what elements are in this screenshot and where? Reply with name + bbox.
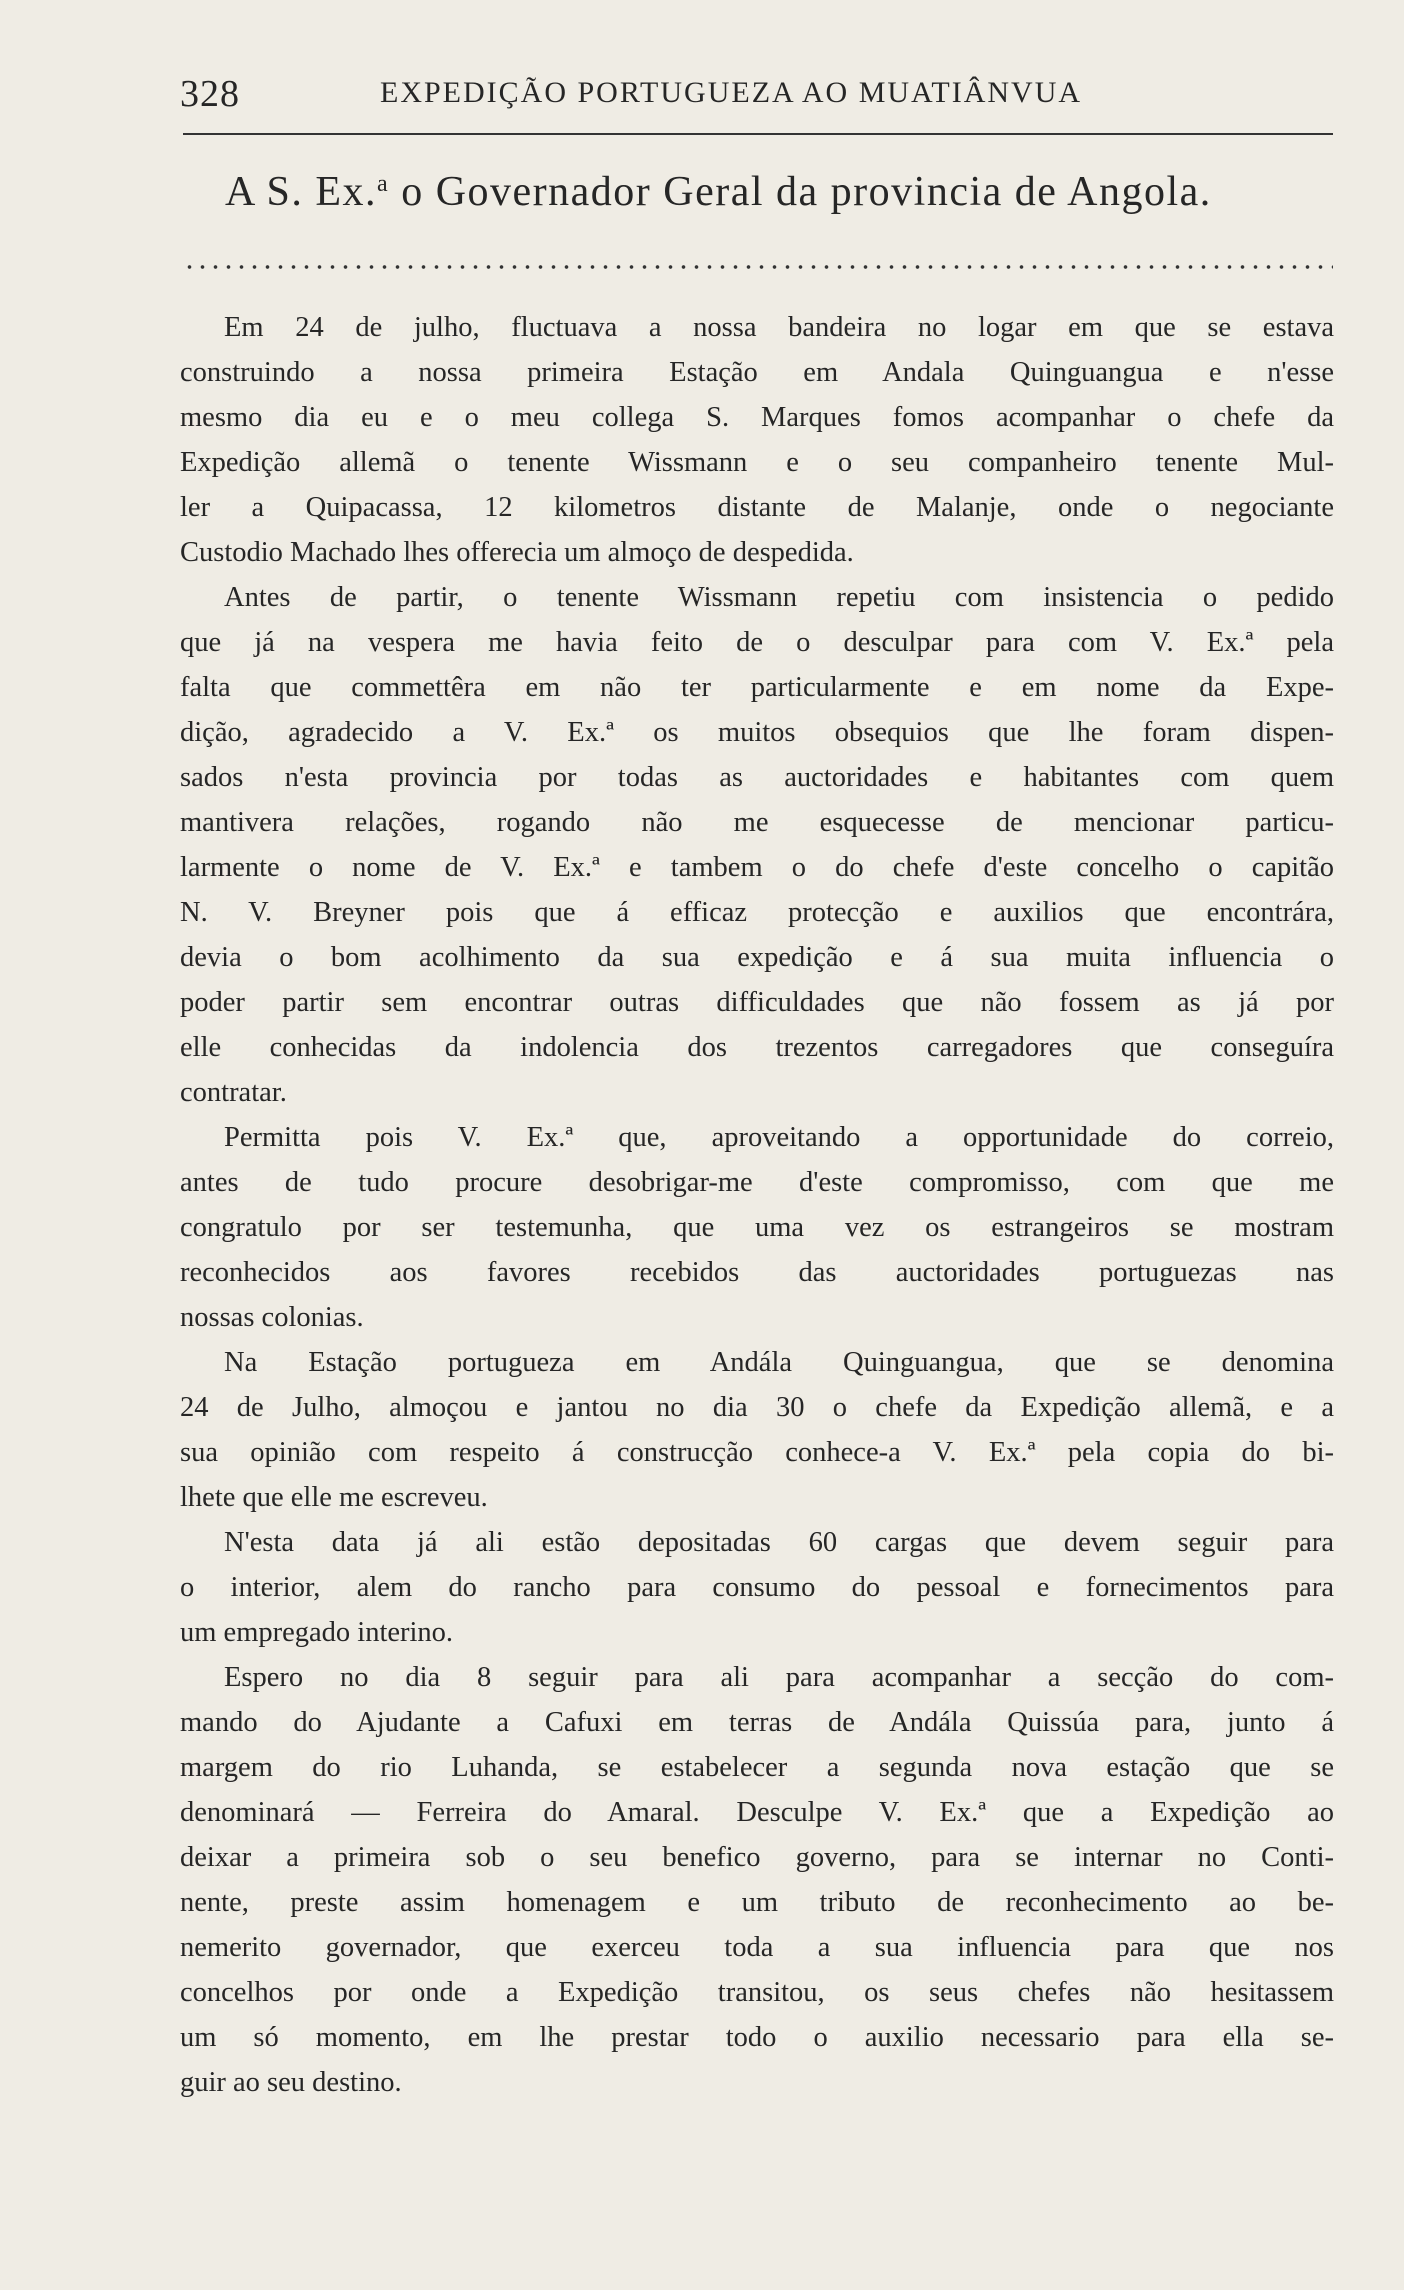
text-line: nemerito governador, que exerceu toda a sua influencia para que nos xyxy=(180,1932,1334,1963)
text-line: Permitta pois V. Ex.ª que, aproveitando a opportunidade do correio, xyxy=(224,1122,1334,1153)
text-line: sados n'esta provincia por todas as auctoridades e habitantes com quem xyxy=(180,762,1334,793)
text-line: margem do rio Luhanda, se estabelecer a segunda nova estação que se xyxy=(180,1752,1334,1783)
text-line: lhete que elle me escreveu. xyxy=(180,1482,488,1513)
text-line: construindo a nossa primeira Estação em Andala Quinguangua e n'esse xyxy=(180,357,1334,388)
text-line: Custodio Machado lhes offerecia um almoço de despedida. xyxy=(180,537,854,568)
text-line: um só momento, em lhe prestar todo o auxilio necessario para ella se- xyxy=(180,2022,1334,2053)
text-line: devia o bom acolhimento da sua expedição e á sua muita influencia o xyxy=(180,942,1334,973)
text-line: antes de tudo procure desobrigar-me d'este compromisso, com que me xyxy=(180,1167,1334,1198)
text-line: ler a Quipacassa, 12 kilometros distante de Malanje, onde o negociante xyxy=(180,492,1334,523)
text-line: Na Estação portugueza em Andála Quinguangua, que se denomina xyxy=(224,1347,1334,1378)
text-line: mando do Ajudante a Cafuxi em terras de Andála Quissúa para, junto á xyxy=(180,1707,1334,1738)
text-line: N. V. Breyner pois que á efficaz protecção e auxilios que encontrára, xyxy=(180,897,1334,928)
text-line: nente, preste assim homenagem e um tributo de reconhecimento ao be- xyxy=(180,1887,1334,1918)
text-line: guir ao seu destino. xyxy=(180,2067,402,2098)
text-line: congratulo por ser testemunha, que uma vez os estrangeiros se mostram xyxy=(180,1212,1334,1243)
text-line: concelhos por onde a Expedição transitou, os seus chefes não hesitassem xyxy=(180,1977,1334,2008)
text-line: sua opinião com respeito á construcção conhece-a V. Ex.ª pela copia do bi- xyxy=(180,1437,1334,1468)
text-line: contratar. xyxy=(180,1077,287,1108)
text-line: falta que commettêra em não ter particularmente e em nome da Expe- xyxy=(180,672,1334,703)
salutation-before: A S. Ex. xyxy=(225,169,378,215)
header-rule xyxy=(183,133,1333,135)
text-line: nossas colonias. xyxy=(180,1302,364,1333)
salutation xyxy=(225,168,1212,216)
text-line: larmente o nome de V. Ex.ª e tambem o do chefe d'este concelho o capitão xyxy=(180,852,1334,883)
text-line: elle conhecidas da indolencia dos trezentos carregadores que conseguíra xyxy=(180,1032,1334,1063)
text-line: reconhecidos aos favores recebidos das auctoridades portuguezas nas xyxy=(180,1257,1334,1288)
text-line: N'esta data já ali estão depositadas 60 cargas que devem seguir para xyxy=(224,1527,1334,1558)
salutation-sup: a xyxy=(377,171,390,197)
text-line: Expedição allemã o tenente Wissmann e o seu companheiro tenente Mul- xyxy=(180,447,1334,478)
text-line: um empregado interino. xyxy=(180,1617,454,1648)
text-line: denominará — Ferreira do Amaral. Desculpe V. Ex.ª que a Expedição ao xyxy=(180,1797,1334,1828)
text-line: mesmo dia eu e o meu collega S. Marques fomos acompanhar o chefe da xyxy=(180,402,1334,433)
text-line: mantivera relações, rogando não me esquecesse de mencionar particu- xyxy=(180,807,1334,838)
text-line: Em 24 de julho, fluctuava a nossa bandeira no logar em que se estava xyxy=(224,312,1334,343)
text-line: 24 de Julho, almoçou e jantou no dia 30 o chefe da Expedição allemã, e a xyxy=(180,1392,1334,1423)
text-line: Antes de partir, o tenente Wissmann repetiu com insistencia o pedido xyxy=(224,582,1334,613)
text-line: deixar a primeira sob o seu benefico governo, para se internar no Conti- xyxy=(180,1842,1334,1873)
text-line: poder partir sem encontrar outras difficuldades que não fossem as já por xyxy=(180,987,1334,1018)
text-line: que já na vespera me havia feito de o desculpar para com V. Ex.ª pela xyxy=(180,627,1334,658)
letter-body xyxy=(180,305,1334,2105)
salutation-after: o Governador Geral da provincia de Angola. xyxy=(389,169,1212,215)
text-line: dição, agradecido a V. Ex.ª os muitos obsequios que lhe foram dispen- xyxy=(180,717,1334,748)
dotted-separator xyxy=(183,265,1333,269)
running-title: EXPEDIÇÃO PORTUGUEZA AO MUATIÂNVUA xyxy=(380,76,1083,109)
text-line: o interior, alem do rancho para consumo do pessoal e fornecimentos para xyxy=(180,1572,1334,1603)
page-number: 328 xyxy=(180,73,240,115)
text-line: Espero no dia 8 seguir para ali para acompanhar a secção do com- xyxy=(224,1662,1334,1693)
